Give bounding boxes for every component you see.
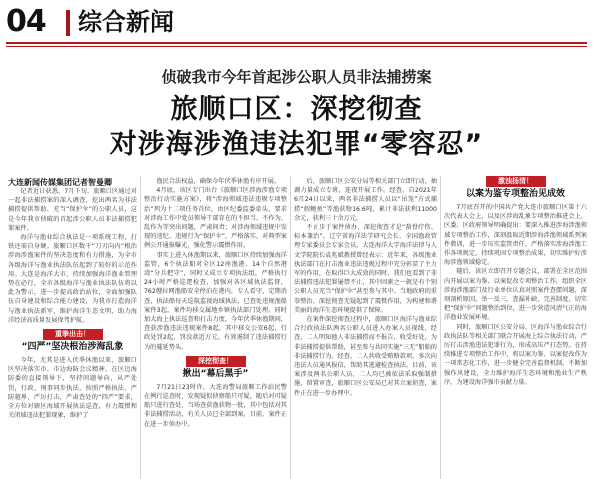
paragraph: 7月21日23时许，大连海警局旅顺工作站民警在例行巡查时，发现疑似侦察船只可疑，随后对可疑船只进行查处，当场查获渔获物一批，其中包括对其非法捕捞活动，有关人员已全部到案，目前，案件正在进一步侦办中。 — [144, 383, 287, 428]
paragraph: 渔民合法权益，确保今年伏季休渔有序开展。 — [156, 178, 281, 185]
column-3 — [294, 177, 437, 479]
subhead-title: 以案为鉴专项整治见成效 — [465, 189, 565, 199]
column-divider — [290, 176, 291, 479]
paragraph: 海洋与渔业综合执法是一项系统工程，打铁还需自身硬。旅顺口区数千“刀刃向内”根治涉海涉渔案件的坚决态度和有力措施，为全市各级海洋与渔业执法队伍起到了较好的示范作用。大连是海洋大市，持续加强海洋渔业管理势在必行，全市各级海洋与渔业执法队伍将以此为警示，进一步提高政治站位，全面加强队伍自身建设和综合能力建设，为我市打造海洋与渔业执法新军，维护海洋生态文明、助力海洋经济高质量发展保驾护航。 — [8, 234, 137, 324]
masthead-rule — [6, 42, 587, 44]
subhead-band: 深挖彻查！ — [186, 356, 246, 367]
paragraph: 4月底，该区专门出台《旅顺口区涉海涉渔专项整治行动实施方案》，将“涉海领域违法违规专项整治”列为十二项任务首位，由区纪委监委牵头，要求对涉海工作中党员领导干部存在的不担当、不作为、乱作为等突出问题，严肃问责；对涉海领域违规中发现的违纪、违规行为“保护伞”，严格落实，对典型案例公开通报曝光，强化警示震慑作用。 — [144, 187, 287, 250]
subhead-title: “四严”坚决根治涉海乱象 — [21, 342, 124, 353]
column-1 — [8, 187, 137, 479]
byline: 大连新闻传媒集团记者智曼卿 — [8, 178, 112, 187]
page-number: 04 — [6, 4, 46, 39]
section-marker — [66, 10, 70, 36]
subhead-band: 激浊扬清！ — [486, 176, 546, 187]
column-4 — [444, 176, 587, 479]
paragraph: 事实上进入休渔期以来，旅顺口区持续加强海洋监管，6个执法船对全区12座渔港、14个自然港湾“分兵把守”，同时又成立专项执法组，严格执行24小时严格巡逻检查，加强对各区域执法监督，762艘拉网渔船安全停泊在港内，专人看守，定期消查，执法船每天巡航监视海域执法，已查处违规渔船案件3起，案件均移交属地乡镇执法部门处理。同时加大海上执法巡查和打击力度，今年伏季休渔期间，查获涉渔违法违规案件8起，其中移交公安6起，行政处罚2起，罚没款近万元。有效遏制了违法捕捞行为的蔓延势头。 — [144, 251, 287, 351]
section-title: 综合新闻 — [78, 8, 174, 36]
headline-line-1: 旅顺口区：深挖彻查 — [170, 94, 423, 125]
column-divider — [140, 176, 141, 479]
paragraph: 不止步于案件侦办，深挖彻查才是“刮骨疗伤、标本兼治”。辽宁省海洋法学研究会长、全国渔政管理专家委员会专家会员，大连海洋大学海洋法律与人文学院院长袁兆斌教授曾经表示：近年来，各级渔业执法部门在打击渔业违法违规过程中充分彰显了主力军的作用，在取得巨大成效的同时，我们也看到了非法捕捞违法犯罪屡禁不止，其中因素之一就是有个别公职人员充当“保护伞”甚至参与其中。当地政府的重拳整治、深挖彻查无疑起到了震慑作用，为构建和谐美丽的海洋生态环境提供了保障。 — [294, 224, 437, 314]
headline-line-2: 对涉海涉渔违法犯罪“零容忍” — [109, 129, 484, 160]
paragraph: 7月底召开的中国共产党大连市旅顺口区第十六次代表大会上，以及区涉海乱象专项整治推进会上，区委、区政府领导明确提出：要深入推进涉海涉渔领域专项整治工作，深刻汲取近期涉海涉渔领域系列案件教训，进一步压实监管责任，严格落实涉海涉渔工作各项规定，持续巩固专项整治成果，切实维护好涉海涉渔领域稳定。 — [444, 204, 587, 267]
paragraph: 今年，尤其是进入伏季休渔以来，旅顺口区坚决落实市、市边海防会议精神，在区边海防委的直接领导下，坚持问题导向，从严处罚，行政、刑事同步执法，按照严格执法、严防越界、严厉打击，严肃查处的“四严”要求，全方位对辖区海域开展执法巡查，有力震慑和关闭域违法犯罪现象，维护了 — [8, 357, 137, 420]
paragraph: 随后，该区立即召开专题会议，部署在全区范围内开展以案为鉴、以案促改专项整治工作，组织全区涉海涉渔部门及行业单位认真对照案件查摆问题，深刻剖析原因，举一反三，查漏补缺，完善制度，切实把“保护伞”问题整治到位，进一步营造风清气正的海洋渔业发展环境。 — [444, 268, 587, 322]
subhead-band: 重拳出击！ — [43, 329, 103, 340]
column-2 — [144, 177, 287, 479]
masthead-rule-thin — [6, 46, 587, 47]
paragraph: 同时，旅顺口区公安分局、区海洋与渔业综合行政执法队等相关部门联合开展海上综合执法行动，严厉打击涉渔违法犯罪行为，形成高压严打态势。在持续推进专项整治工作中，将以案为鉴、以案促改作为一项常态化工作，进一步健全完善监督机制，不断加强作风建设，全力维护海洋生态环境和渔业生产秩序，为建设海洋强市贡献力量。 — [444, 323, 587, 386]
subhead-title: 揪出“幕后黑手” — [182, 368, 249, 379]
column-divider — [440, 176, 441, 479]
paragraph: 在案件深挖彻查过程中，旅顺口区海洋与渔业综合行政执法队两名公职人员进入办案人员视线，经查，二人明知他人非法捕捞而不报告，收受好处，为非法捕捞提供帮助，甚至参与共同实施“三无”船舶的非法捕捞行为。经查，二人共收受贿赂款项，多次向违法人员通风报信，帮助其逃避检查执法。目前，该案涉及两名公职人员，二人均已被依法采取强制措施，留置审查，旅顺口区公安局已对其立案侦查，案件正在进一步办理中。 — [294, 316, 437, 397]
paragraph: 记者近日获悉，7月下旬，旅顺口区通过对一起非法捕捞案的深入调查，挖出两名为非法捕捞提供帮助、充当“保护伞”的公职人员，这是今年我市侦破的首起涉公职人员非法捕捞犯罪案件。 — [8, 188, 137, 232]
article-kicker: 侦破我市今年首起涉公职人员非法捕捞案 — [161, 68, 432, 86]
masthead — [0, 0, 593, 44]
paragraph: 后，旅顺口区公安分局等相关部门立即行动，抽调力量成立专班，连夜开展工作。经查，自2021年6月24日以来，两名非法捕捞人员以“吊笼”方式捕捞“假鲍鱼”等渔获物16.6吨，累计非法获利11000余元，获利三十余万元。 — [294, 178, 437, 222]
